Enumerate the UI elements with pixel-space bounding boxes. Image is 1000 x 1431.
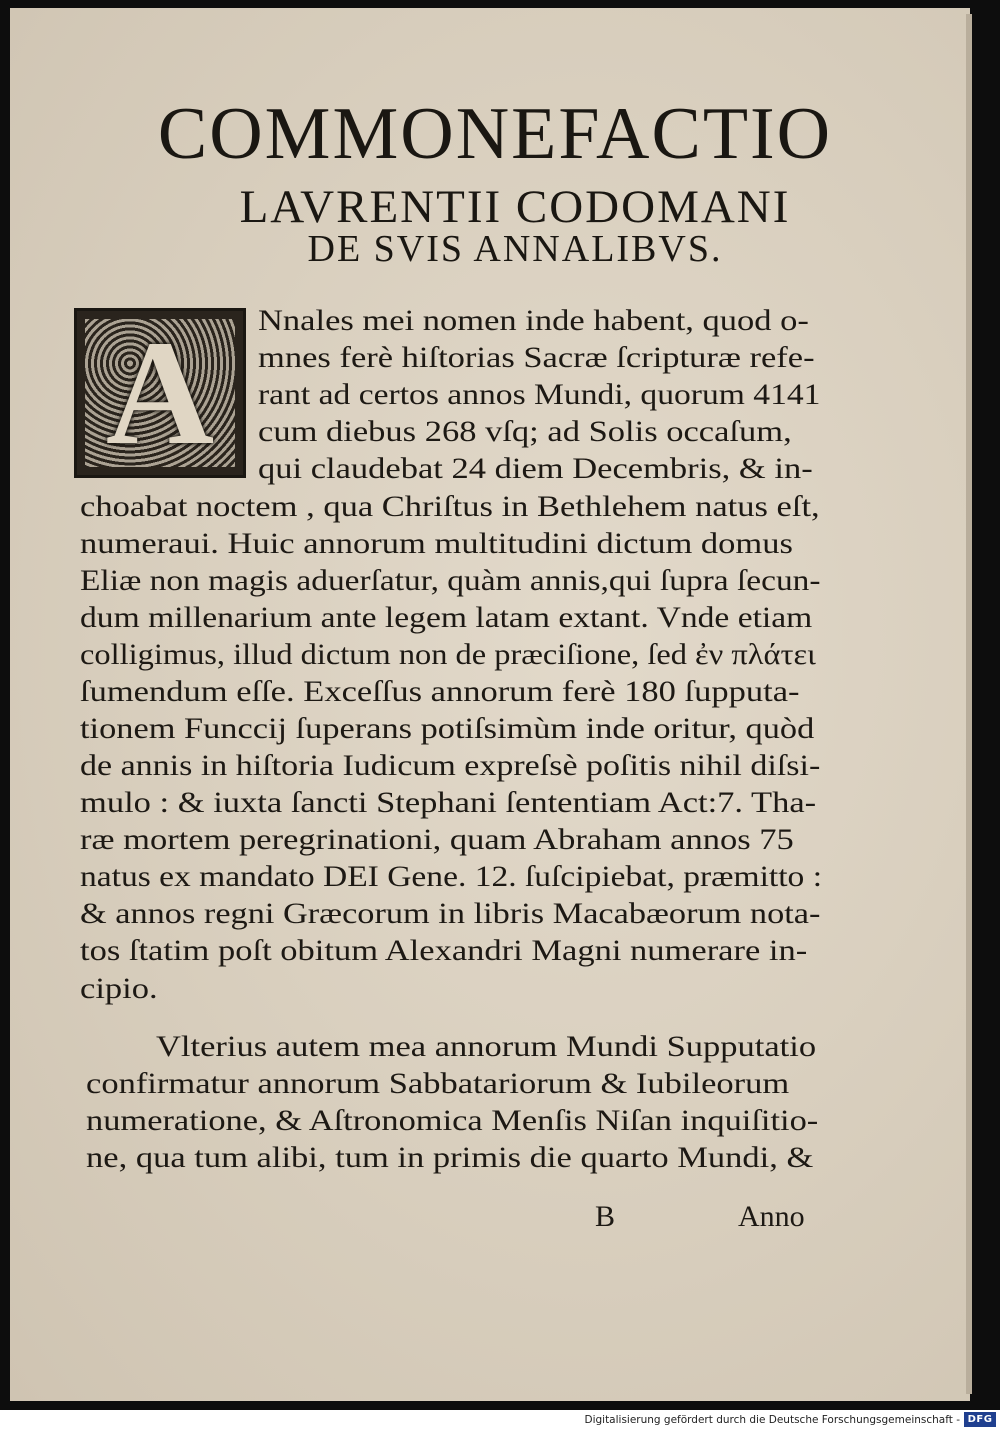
text-line: numeratione, & Aſtronomica Menſis Niſan inquiſitio- [86,1104,819,1137]
text-line: choabat noctem , qua Chriſtus in Bethlehem natus eſt, [80,490,820,523]
text-line: mulo : & iuxta ſancti Stephani ſententiam Act:7. Tha- [80,786,817,819]
dfg-logo: DFG [964,1412,996,1427]
catchword: Anno [738,1200,805,1233]
text-line: natus ex mandato DEI Gene. 12. ſuſcipiebat, præmitto : [80,860,823,893]
text-line: colligimus, illud dictum non de præciſione, ſed ἐν πλάτει [80,638,816,671]
footer-credit: Digitalisierung gefördert durch die Deutsche Forschungsgemeinschaft - [584,1414,960,1426]
text-line: Vlterius autem mea annorum Mundi Supputatio [156,1030,817,1063]
page-subtitle-author: LAVRENTII CODOMANI [239,181,791,233]
text-line: Nnales mei nomen inde habent, quod o- [258,304,809,337]
text-line: qui claudebat 24 diem Decembris, & in- [258,452,813,485]
initial-letter: A [105,310,215,476]
text-line: tionem Funccij ſuperans potiſsimùm inde oritur, quòd [80,712,815,745]
signature-mark: B [595,1200,616,1233]
text-line: de annis in hiſtoria Iudicum expreſsè poſitis nihil diſsi- [80,749,821,782]
text-line: & annos regni Græcorum in libris Macabæorum nota- [80,897,821,930]
text-line: numeraui. Huic annorum multitudini dictum domus [80,527,793,560]
text-line: Eliæ non magis aduerſatur, quàm annis,qui ſupra ſecun- [80,564,821,597]
text-line: dum millenarium ante legem latam extant. Vnde etiam [80,601,813,634]
decorated-initial [74,308,246,478]
text-line: mnes ferè hiſtorias Sacræ ſcripturæ refe- [258,341,815,374]
text-line: confirmatur annorum Sabbatariorum & Iubileorum [86,1067,790,1100]
text-line: cipio. [80,972,158,1005]
text-line: ne, qua tum alibi, tum in primis die quarto Mundi, & [86,1141,814,1174]
page-title: COMMONEFACTIO [157,93,833,175]
text-line: rant ad certos annos Mundi, quorum 4141 [258,378,821,411]
text-line: tos ſtatim poſt obitum Alexandri Magni numerare in- [80,934,808,967]
page-subtitle-topic: DE SVIS ANNALIBVS. [307,228,723,270]
text-line: ſumendum eſſe. Exceſſus annorum ferè 180 ſupputa- [80,675,800,708]
text-line: cum diebus 268 vſq; ad Solis occaſum, [258,415,792,448]
text-line: ræ mortem peregrinationi, quam Abraham annos 75 [80,823,794,856]
